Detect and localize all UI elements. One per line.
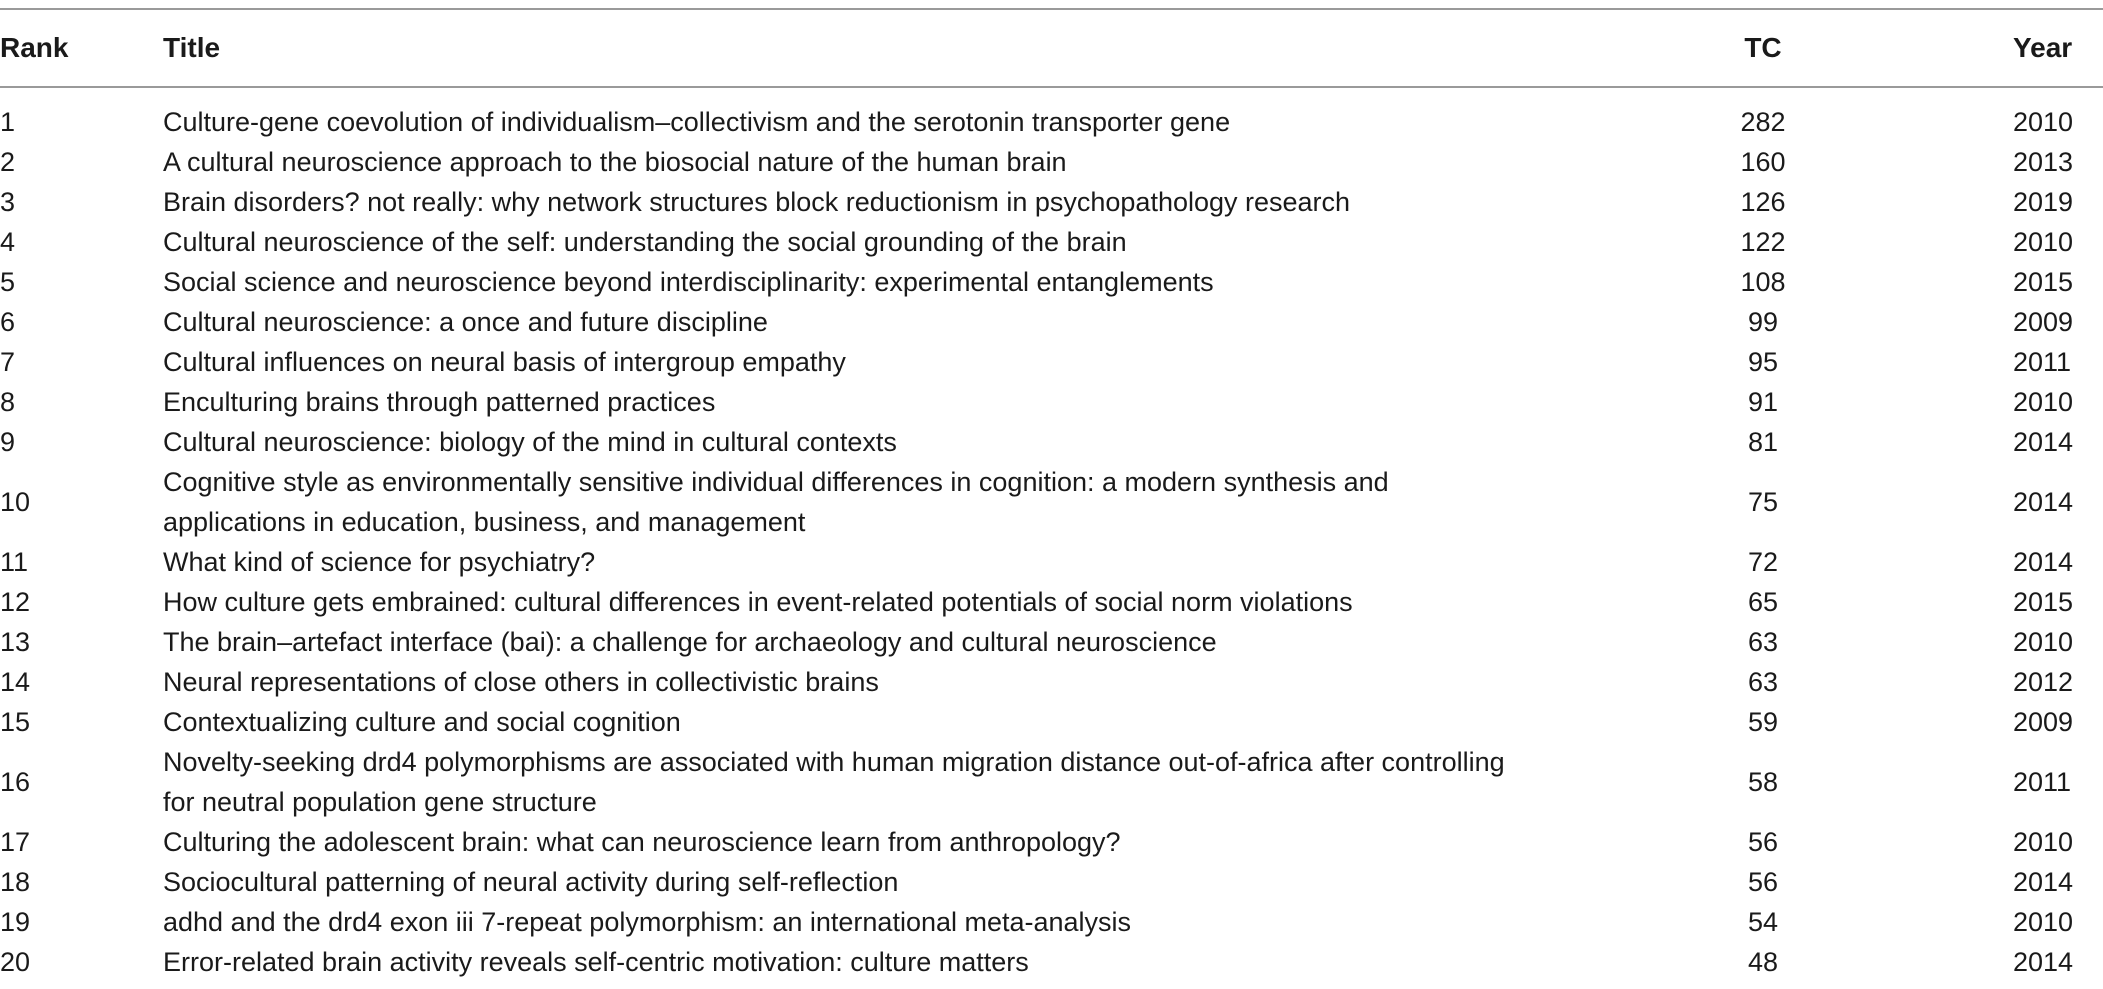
top-cited-papers-table: [0, 8, 2103, 982]
cell-title: What kind of science for psychiatry?: [163, 547, 596, 577]
header-year: Year: [2013, 9, 2103, 87]
table-header: [0, 9, 2103, 87]
cell-year: 2010: [2013, 227, 2074, 257]
table-row: [0, 822, 2103, 862]
cell-year: 2019: [2013, 187, 2074, 217]
table-row: [0, 342, 2103, 382]
table-row: [0, 942, 2103, 982]
cell-rank: 12: [0, 587, 31, 617]
cell-tc: 63: [1747, 667, 1779, 697]
cell-year: 2014: [2013, 947, 2074, 977]
cell-rank: 16: [0, 767, 31, 797]
cell-tc: 54: [1747, 907, 1779, 937]
cell-tc: 122: [1740, 227, 1786, 257]
cell-title: Contextualizing culture and social cognition: [163, 707, 681, 737]
table-row: [0, 262, 2103, 302]
cell-title: Culture-gene coevolution of individualism–collectivism and the serotonin transporter gene: [163, 107, 1231, 137]
cell-rank: 1: [0, 107, 16, 137]
cell-tc: 81: [1747, 427, 1779, 457]
table-row: [0, 862, 2103, 902]
cell-rank: 19: [0, 907, 31, 937]
header-row: [0, 9, 2103, 87]
cell-rank: 11: [0, 547, 29, 577]
cell-year: 2014: [2013, 427, 2074, 457]
cell-tc: 91: [1747, 387, 1779, 417]
cell-year: 2015: [2013, 587, 2074, 617]
table-row: [0, 742, 2103, 822]
cell-tc: 58: [1747, 767, 1779, 797]
cell-tc: 56: [1747, 867, 1779, 897]
table-row: [0, 302, 2103, 342]
cell-title: Enculturing brains through patterned practices: [163, 387, 716, 417]
table-row: [0, 382, 2103, 422]
cell-year: 2014: [2013, 547, 2074, 577]
cell-rank: 4: [0, 227, 16, 257]
cell-rank: 2: [0, 147, 16, 177]
cell-title: Cultural influences on neural basis of intergroup empathy: [163, 347, 846, 377]
cell-title: Cultural neuroscience: a once and future discipline: [163, 307, 768, 337]
cell-title: Cognitive style as environmentally sensitive individual differences in cognition: a modern synthesis and applications in education, business, and management: [163, 467, 1389, 537]
table-row: [0, 622, 2103, 662]
cell-title: adhd and the drd4 exon iii 7-repeat polymorphism: an international meta-analysis: [163, 907, 1132, 937]
cell-tc: 65: [1747, 587, 1779, 617]
cell-title: Neural representations of close others in collectivistic brains: [163, 667, 879, 697]
table-body: [0, 87, 2103, 982]
table-row: [0, 542, 2103, 582]
cell-rank: 13: [0, 627, 31, 657]
cell-tc: 282: [1740, 107, 1786, 137]
cell-title: Cultural neuroscience: biology of the mind in cultural contexts: [163, 427, 897, 457]
cell-year: 2010: [2013, 827, 2074, 857]
cell-year: 2010: [2013, 907, 2074, 937]
table-row: [0, 582, 2103, 622]
cell-tc: 75: [1747, 487, 1779, 517]
cell-year: 2014: [2013, 867, 2074, 897]
cell-title: Social science and neuroscience beyond interdisciplinarity: experimental entanglements: [163, 267, 1214, 297]
cell-year: 2015: [2013, 267, 2074, 297]
cell-title: Novelty-seeking drd4 polymorphisms are associated with human migration distance out-of-africa after controlling for neutral population gene structure: [163, 747, 1505, 817]
top-gap: [0, 0, 2103, 8]
cell-year: 2010: [2013, 107, 2074, 137]
cell-year: 2010: [2013, 387, 2074, 417]
cell-year: 2009: [2013, 707, 2074, 737]
cell-tc: 108: [1740, 267, 1786, 297]
cell-tc: 48: [1747, 947, 1779, 977]
table-row: [0, 182, 2103, 222]
cell-year: 2011: [2013, 347, 2072, 377]
cell-title: How culture gets embrained: cultural differences in event-related potentials of social norm violations: [163, 587, 1353, 617]
cell-rank: 17: [0, 827, 31, 857]
cell-title: Culturing the adolescent brain: what can neuroscience learn from anthropology?: [163, 827, 1121, 857]
cell-tc: 56: [1747, 827, 1779, 857]
table-row: [0, 422, 2103, 462]
table-row: [0, 222, 2103, 262]
table-row: [0, 662, 2103, 702]
cell-tc: 126: [1740, 187, 1786, 217]
cell-rank: 7: [0, 347, 16, 377]
cell-year: 2009: [2013, 307, 2074, 337]
cell-rank: 10: [0, 487, 31, 517]
cell-rank: 6: [0, 307, 16, 337]
header-tc: TC: [1513, 9, 2013, 87]
cell-title: Cultural neuroscience of the self: understanding the social grounding of the brain: [163, 227, 1127, 257]
cell-tc: 95: [1747, 347, 1779, 377]
table-row: [0, 462, 2103, 542]
cell-tc: 59: [1747, 707, 1779, 737]
cell-tc: 63: [1747, 627, 1779, 657]
cell-title: A cultural neuroscience approach to the biosocial nature of the human brain: [163, 147, 1067, 177]
cell-title: Brain disorders? not really: why network structures block reductionism in psychopathology research: [163, 187, 1351, 217]
cell-title: Error-related brain activity reveals self-centric motivation: culture matters: [163, 947, 1029, 977]
cell-rank: 3: [0, 187, 16, 217]
cell-title: The brain–artefact interface (bai): a challenge for archaeology and cultural neuroscience: [163, 627, 1217, 657]
cell-year: 2013: [2013, 147, 2074, 177]
header-rank: Rank: [0, 9, 163, 87]
cell-rank: 20: [0, 947, 31, 977]
header-title: Title: [163, 9, 1513, 87]
cell-year: 2010: [2013, 627, 2074, 657]
cell-year: 2011: [2013, 767, 2072, 797]
cell-year: 2014: [2013, 487, 2074, 517]
cell-rank: 18: [0, 867, 31, 897]
cell-rank: 5: [0, 267, 16, 297]
table-row: [0, 902, 2103, 942]
cell-tc: 99: [1747, 307, 1779, 337]
cell-tc: 160: [1740, 147, 1786, 177]
cell-rank: 14: [0, 667, 31, 697]
cell-title: Sociocultural patterning of neural activity during self-reflection: [163, 867, 899, 897]
table-row: [0, 142, 2103, 182]
cell-year: 2012: [2013, 667, 2074, 697]
cell-rank: 9: [0, 427, 16, 457]
cell-rank: 15: [0, 707, 31, 737]
cell-rank: 8: [0, 387, 16, 417]
table-row: [0, 702, 2103, 742]
table-row: [0, 87, 2103, 142]
cell-tc: 72: [1747, 547, 1779, 577]
